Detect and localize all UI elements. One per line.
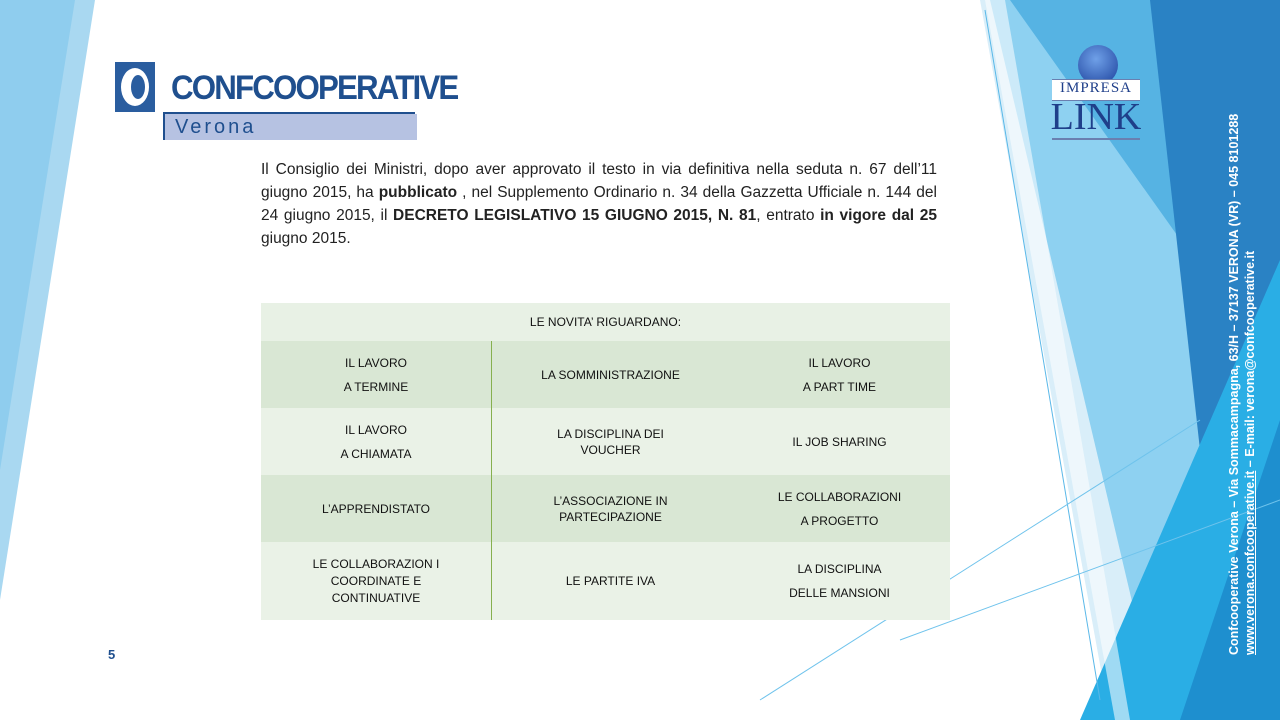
table-row (261, 542, 950, 620)
table-cell: LA DISCIPLINA DELLE MANSIONI (729, 542, 950, 620)
page-number: 5 (108, 647, 116, 662)
table-cell: LA SOMMINISTRAZIONE (492, 341, 730, 408)
confcooperative-logo (115, 62, 458, 142)
table-cell: LE COLLABORAZIONI A PROGETTO (729, 475, 950, 542)
table-header-row (261, 303, 950, 341)
impresa-link-logo (1050, 45, 1142, 145)
website-link[interactable]: www.verona.confcooperative.it (1243, 470, 1257, 655)
table-cell: L’ASSOCIAZIONE IN PARTECIPAZIONE (492, 475, 730, 542)
contact-address: Confcooperative Verona – Via Sommacampagna, 63/H – 37137 VERONA (VR) – 045 8101288 (1227, 113, 1241, 655)
logo-mark-icon (115, 62, 155, 112)
contact-footer (1226, 35, 1258, 655)
novelties-table (261, 303, 950, 620)
logo-wordmark: CONFCOOPERATIVE (171, 69, 458, 107)
table-cell: LE COLLABORAZION I COORDINATE E CONTINUATIVE (261, 542, 492, 620)
table-header: LE NOVITA’ RIGUARDANO: (261, 303, 950, 341)
table-row (261, 341, 950, 408)
impresa-logo-top: IMPRESA (1059, 80, 1133, 96)
table-cell: LA DISCIPLINA DEI VOUCHER (492, 408, 730, 475)
table-cell: LE PARTITE IVA (492, 542, 730, 620)
table-row (261, 408, 950, 475)
intro-paragraph: Il Consiglio dei Ministri, dopo aver approvato il testo in via definitiva nella seduta n. 67 dell’11 giugno 2015, ha pubblicato , nel Supplemento Ordinario n. 34 della Gazzetta Ufficiale n. 144 del 24 giugno 2015, il DECRETO LEGISLATIVO 15 GIUGNO 2015, N. 81, entrato in vigore dal 25 giugno 2015. (261, 161, 937, 247)
logo-city: Verona (175, 116, 257, 138)
table-cell: IL LAVORO A TERMINE (261, 341, 492, 408)
table-cell: L’APPRENDISTATO (261, 475, 492, 542)
impresa-logo-bottom: LINK (1050, 96, 1142, 138)
table-row (261, 475, 950, 542)
table-cell: IL JOB SHARING (729, 408, 950, 475)
contact-email: – E-mail: verona@confcooperative.it (1243, 250, 1257, 471)
table-cell: IL LAVORO A CHIAMATA (261, 408, 492, 475)
table-cell: IL LAVORO A PART TIME (729, 341, 950, 408)
